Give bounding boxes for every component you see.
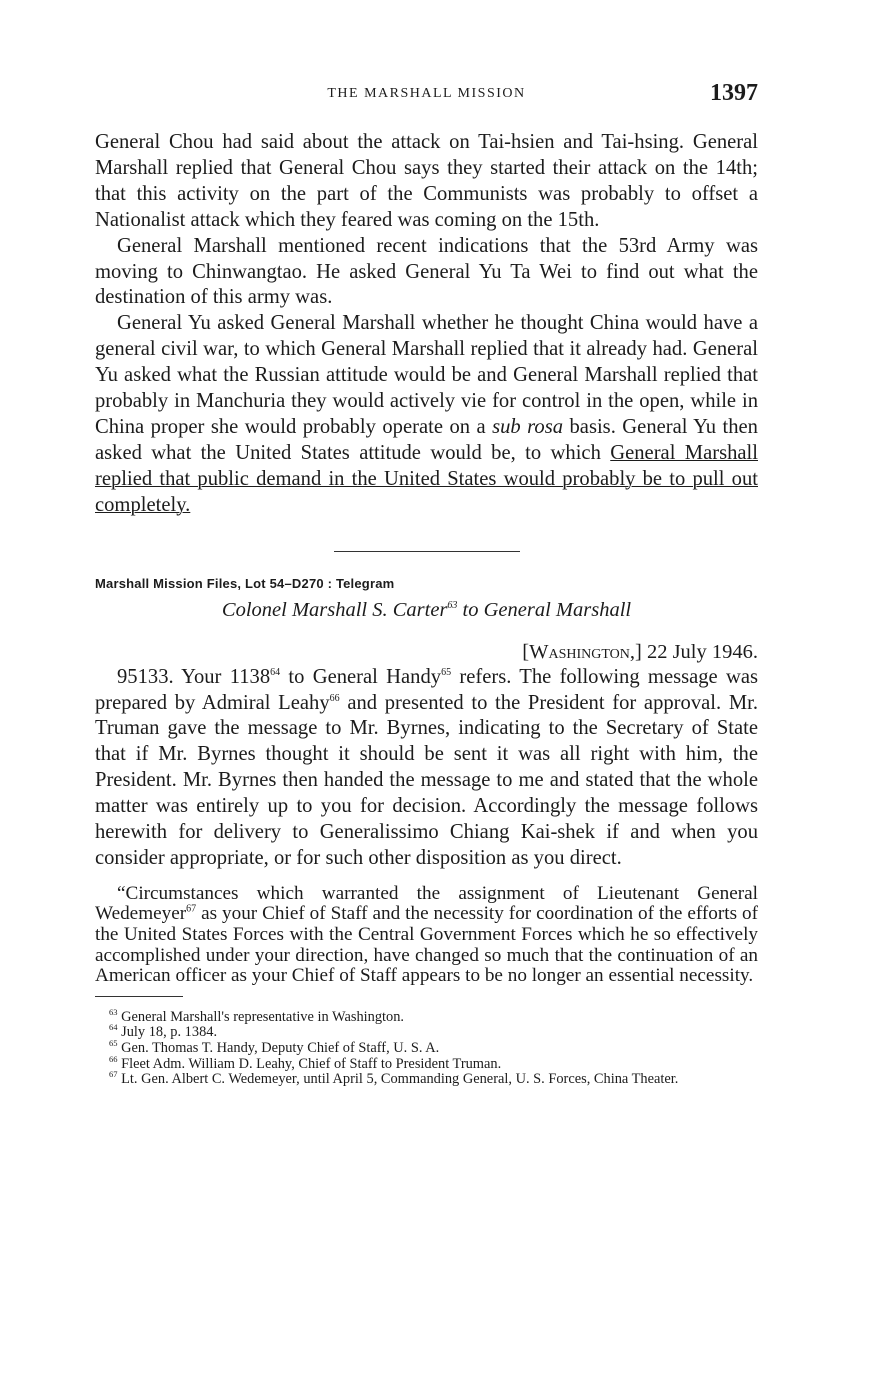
footnote-number: 63	[109, 1007, 118, 1018]
document-source: Marshall Mission Files, Lot 54–D270 : Telegram	[95, 575, 395, 591]
running-head	[95, 80, 758, 116]
footnote	[95, 1038, 758, 1057]
footnotes	[95, 1007, 758, 1088]
footnote-ref-65: 65	[441, 666, 452, 678]
paragraph-1: General Chou had said about the attack on Tai-hsien and Tai-hsing. General Marshall replied that General Chou says they started their attack on the 14th; that this activity on the part of the Communists was probably to offset a Nationalist attack which they feared was coming on the 15th.	[95, 131, 758, 231]
telegram-body	[95, 665, 758, 872]
paragraph-3-text-b: basis. General Yu then asked what the United States attitude would be, to which	[95, 415, 758, 464]
body-text-3: refers. The following message was prepared by Admiral Leahy	[95, 665, 758, 714]
footnote-rule	[95, 996, 183, 997]
quoted-message	[95, 884, 758, 987]
footnote-text: General Marshall's representative in Washington.	[121, 1008, 405, 1025]
section-divider	[334, 551, 520, 552]
footnote-ref-66: 66	[329, 692, 340, 704]
quote-text-1: “Circumstances which warranted the assignment of Lieutenant General Wedemeyer	[95, 882, 758, 925]
dateline-rest: ,] 22 July 1946.	[629, 640, 758, 663]
dateline-place: Washington	[529, 640, 630, 663]
footnote-text: Fleet Adm. William D. Leahy, Chief of Staff to President Truman.	[121, 1055, 502, 1072]
document-title-a: Colonel Marshall S. Carter	[221, 598, 448, 621]
paragraph-3-underlined: General Marshall replied that public demand in the United States would probably be to pull out completely.	[95, 441, 758, 516]
document-page	[95, 80, 758, 1088]
footnote-number: 67	[109, 1069, 118, 1080]
paragraph-3-text-a: General Yu asked General Marshall whether he thought China would have a general civil war, to which General Marshall replied that it already had. General Yu asked what the Russian attitude would be and General Marshall replied that probably in Manchuria they would actively vie for control in the open, while in China proper she would probably operate on a	[95, 312, 758, 438]
footnote-number: 65	[109, 1038, 118, 1049]
footnote-ref-64: 64	[270, 666, 281, 678]
footnote-ref-63: 63	[447, 599, 458, 611]
footnote	[95, 1069, 758, 1088]
document-title	[95, 599, 758, 622]
footnote-number: 64	[109, 1022, 118, 1033]
dateline	[95, 639, 758, 665]
footnote	[95, 1053, 758, 1073]
paragraph-3-italic: sub rosa	[492, 415, 564, 438]
paragraph-2: General Marshall mentioned recent indications that the 53rd Army was moving to Chinwangtao. He asked General Yu Ta Wei to find out what the destination of this army was.	[95, 234, 758, 309]
body-text-1: 95133. Your 1138	[117, 665, 271, 688]
footnote-number: 66	[109, 1053, 118, 1064]
body-text-2: to General Handy	[280, 665, 442, 688]
footnote-text: Lt. Gen. Albert C. Wedemeyer, until April 5, Commanding General, U. S. Forces, China Theater.	[121, 1071, 679, 1088]
document-title-b: to General Marshall	[457, 598, 632, 621]
footnote	[95, 1022, 758, 1041]
running-title: THE MARSHALL MISSION	[327, 86, 526, 101]
footnote-text: July 18, p. 1384.	[121, 1024, 218, 1041]
paragraph-3	[95, 311, 758, 518]
dateline-open: [	[522, 640, 530, 663]
quote-text-2: as your Chief of Staff and the necessity for coordination of the efforts of the United States Forces with the Central Government Forces which he so effectively accomplished under your direction, have changed so much that the continuation of an American officer as your Chief of Staff appears to be no longer an essential necessity.	[95, 903, 758, 987]
page-number: 1397	[710, 80, 758, 106]
footnote-ref-67: 67	[186, 904, 197, 916]
body-text-4: and presented to the President for approval. Mr. Truman gave the message to Mr. Byrnes, indicating to the Secretary of State that if Mr. Byrnes thought it should be sent it was all right with him, the President. Mr. Byrnes then handed the message to me and stated that the whole matter was entirely up to you for decision. Accordingly the message follows herewith for delivery to Generalissimo Chiang Kai-shek if and when you consider appropriate, or for such other disposition as you direct.	[95, 691, 758, 869]
footnote-text: Gen. Thomas T. Handy, Deputy Chief of Staff, U. S. A.	[121, 1040, 440, 1056]
